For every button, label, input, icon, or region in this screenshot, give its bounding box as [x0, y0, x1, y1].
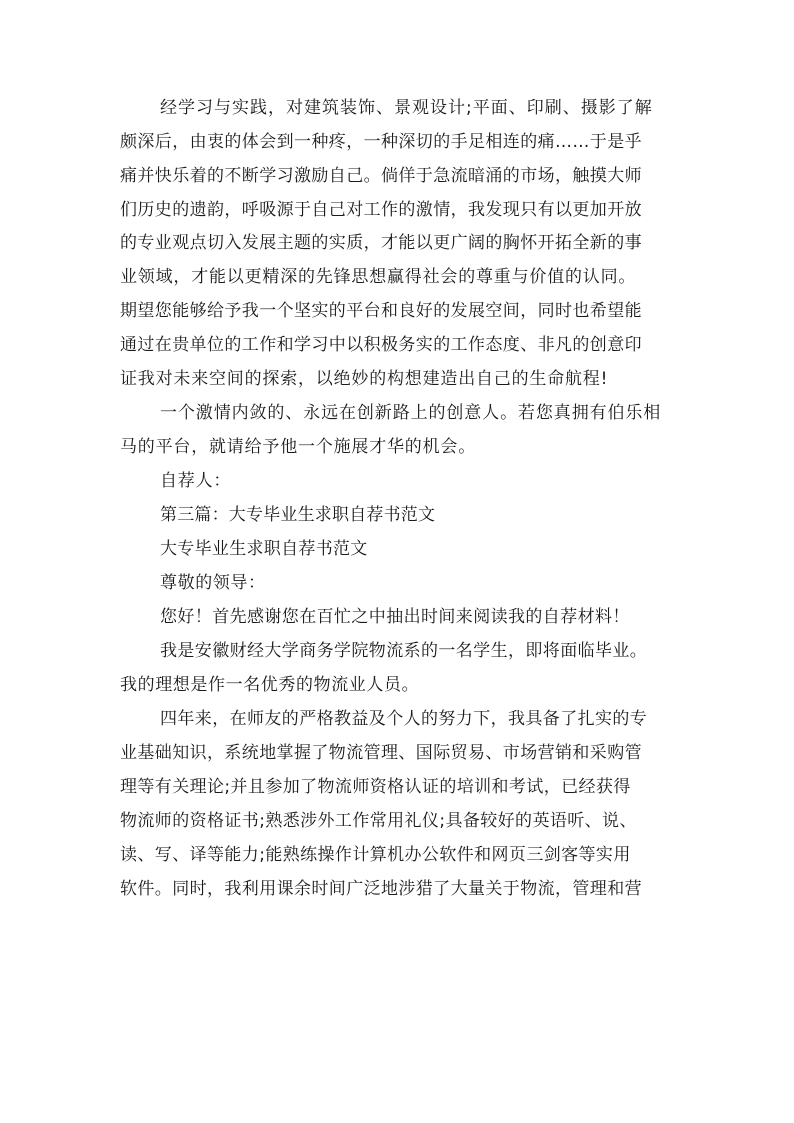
- body-line-7: 期望您能够给予我一个坚实的平台和良好的发展空间，同时也希望能: [120, 301, 642, 321]
- body-line-20: 软件。同时，我利用课余时间广泛地涉猎了大量关于物流，管理和营: [120, 879, 642, 899]
- body-line-2: 颇深后，由衷的体会到一种疼，一种深切的手足相连的痛……于是乎: [120, 132, 642, 152]
- body-line-10: 一个激情内敛的、永远在创新路上的创意人。若您真拥有伯乐相: [160, 403, 662, 423]
- section-heading: 第三篇：大专毕业生求职自荐书范文: [160, 505, 436, 525]
- signature-label: 自荐人：: [160, 471, 232, 491]
- body-line-13: 我是安徽财经大学商务学院物流系的一名学生，即将面临毕业。: [160, 641, 648, 661]
- body-line-3: 痛并快乐着的不断学习激励自己。倘佯于急流暗涌的市场，触摸大师: [120, 166, 642, 186]
- salutation: 尊敬的领导：: [160, 573, 266, 593]
- body-line-18: 物流师的资格证书;熟悉涉外工作常用礼仪;具备较好的英语听、说、: [120, 811, 637, 831]
- body-line-11: 马的平台，就请给予他一个施展才华的机会。: [120, 437, 476, 457]
- body-line-4: 们历史的遗韵，呼吸源于自己对工作的激情，我发现只有以更加开放: [120, 200, 642, 220]
- body-line-15: 四年来，在师友的严格教益及个人的努力下，我具备了扎实的专: [160, 709, 648, 729]
- letter-title: 大专毕业生求职自荐书范文: [160, 539, 368, 559]
- body-line-17: 理等有关理论;并且参加了物流师资格认证的培训和考试，已经获得: [120, 777, 631, 797]
- body-line-1: 经学习与实践，对建筑装饰、景观设计;平面、印刷、摄影了解: [160, 98, 653, 118]
- body-line-8: 通过在贵单位的工作和学习中以积极务实的工作态度、非凡的创意印: [120, 335, 642, 355]
- body-line-5: 的专业观点切入发展主题的实质，才能以更广阔的胸怀开拓全新的事: [120, 233, 642, 253]
- body-line-9: 证我对未来空间的探索，以绝妙的构想建造出自己的生命航程!: [120, 369, 609, 389]
- body-line-14: 我的理想是作一名优秀的物流业人员。: [120, 675, 420, 695]
- body-line-16: 业基础知识，系统地掌握了物流管理、国际贸易、市场营销和采购管: [120, 743, 642, 763]
- body-line-6: 业领域，才能以更精深的先锋思想赢得社会的尊重与价值的认同。: [120, 267, 637, 287]
- body-line-12: 您好！首先感谢您在百忙之中抽出时间来阅读我的自荐材料！: [160, 607, 630, 627]
- body-line-19: 读、写、译等能力;能熟练操作计算机办公软件和网页三剑客等实用: [120, 845, 631, 865]
